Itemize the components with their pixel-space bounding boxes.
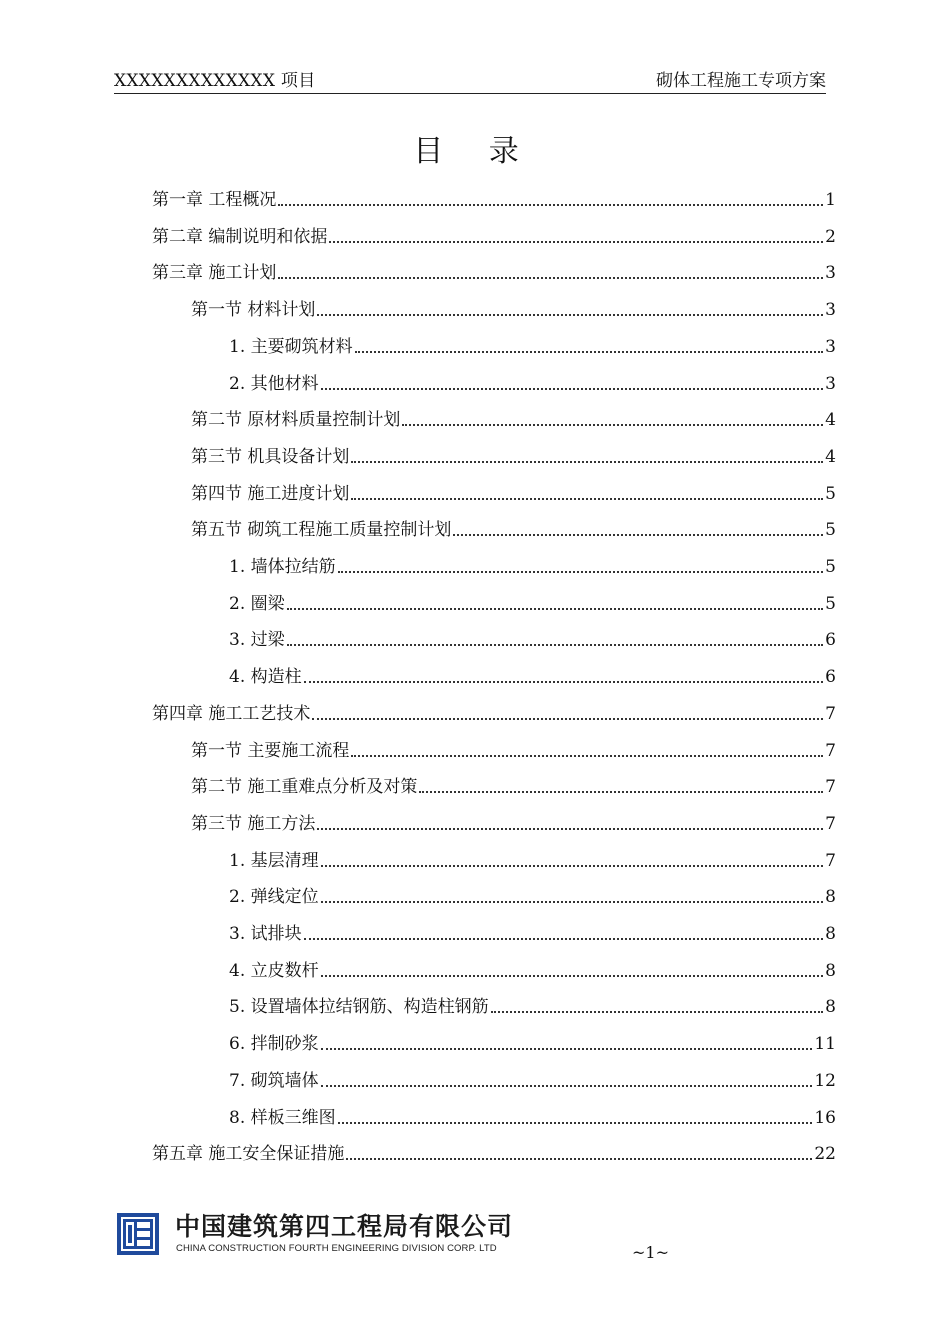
toc-entry[interactable]	[191, 481, 836, 505]
toc-leader-dots	[317, 314, 823, 316]
toc-leader-dots	[355, 351, 824, 353]
toc-leader-dots	[338, 571, 824, 573]
toc-entry[interactable]	[229, 1031, 836, 1055]
page-number: ~1~	[632, 1243, 669, 1262]
toc-entry-label: 6. 拌制砂浆	[229, 1034, 319, 1055]
toc-leader-dots	[304, 681, 824, 683]
toc-entry-page-number: 2	[825, 226, 836, 247]
toc-entry[interactable]	[229, 958, 836, 982]
toc-leader-dots	[346, 1158, 812, 1160]
toc-entry[interactable]	[152, 701, 836, 725]
toc-entry[interactable]	[229, 627, 836, 651]
toc-leader-dots	[304, 938, 824, 940]
company-name-english: CHINA CONSTRUCTION FOURTH ENGINEERING DIVISION CORP. LTD	[176, 1243, 497, 1254]
toc-entry-label: 第一章 工程概况	[152, 190, 277, 210]
toc-entry[interactable]	[191, 444, 836, 468]
toc-leader-dots	[402, 424, 823, 426]
toc-leader-dots	[321, 1048, 813, 1050]
toc-entry[interactable]	[229, 1105, 836, 1129]
toc-entry-label: 第四章 施工工艺技术	[152, 703, 311, 724]
toc-entry-label: 第三章 施工计划	[152, 263, 277, 284]
toc-entry[interactable]	[191, 297, 836, 321]
toc-entry-page-number: 16	[814, 1107, 836, 1128]
toc-entry-page-number: 3	[825, 373, 836, 394]
toc-entry[interactable]	[191, 407, 836, 431]
toc-entry-page-number: 7	[825, 740, 836, 761]
toc-entry-page-number: 5	[825, 520, 836, 541]
toc-leader-dots	[321, 388, 824, 390]
toc-leader-dots	[351, 498, 823, 500]
toc-title: 目 录	[413, 134, 537, 169]
toc-entry-page-number: 7	[825, 850, 836, 871]
toc-entry-page-number: 11	[814, 1034, 836, 1055]
toc-entry-page-number: 8	[825, 924, 836, 944]
toc-entry-label: 第一节 材料计划	[191, 300, 316, 321]
toc-entry[interactable]	[229, 371, 836, 395]
company-logo	[117, 1213, 159, 1255]
toc-entry-label: 3. 试排块	[229, 924, 302, 944]
toc-entry[interactable]	[152, 1141, 836, 1165]
toc-entry-label: 第二节 施工重难点分析及对策	[191, 777, 418, 798]
toc-entry-page-number: 6	[825, 667, 836, 688]
toc-entry-page-number: 1	[825, 190, 836, 210]
toc-entry[interactable]	[191, 738, 836, 762]
cscec-logo-icon	[117, 1213, 159, 1255]
toc-entry-label: 第二章 编制说明和依据	[152, 226, 328, 247]
toc-leader-dots	[278, 204, 823, 206]
toc-entry-page-number: 8	[825, 960, 836, 981]
toc-leader-dots	[278, 277, 823, 279]
toc-leader-dots	[351, 755, 823, 757]
toc-leader-dots	[453, 534, 823, 536]
toc-leader-dots	[287, 608, 824, 610]
toc-leader-dots	[321, 1085, 813, 1087]
toc-leader-dots	[338, 1122, 813, 1124]
toc-entry[interactable]	[191, 811, 836, 835]
toc-entry-label: 第五节 砌筑工程施工质量控制计划	[191, 520, 452, 541]
toc-entry-page-number: 5	[825, 593, 836, 614]
toc-entry[interactable]	[191, 517, 836, 541]
toc-entry-label: 第四节 施工进度计划	[191, 483, 350, 504]
toc-entry-label: 1. 墙体拉结筋	[229, 557, 336, 577]
toc-leader-dots	[491, 1011, 824, 1013]
toc-leader-dots	[321, 975, 824, 977]
toc-leader-dots	[351, 461, 823, 463]
toc-leader-dots	[321, 901, 824, 903]
toc-entry-label: 第五章 施工安全保证措施	[152, 1144, 345, 1165]
toc-entry[interactable]	[191, 774, 836, 798]
toc-entry-label: 2. 其他材料	[229, 373, 319, 394]
toc-entry-label: 第一节 主要施工流程	[191, 740, 350, 761]
toc-entry[interactable]	[152, 224, 836, 248]
toc-entry-label: 7. 砌筑墙体	[229, 1070, 319, 1091]
toc-entry-page-number: 22	[814, 1144, 836, 1165]
toc-entry-page-number: 5	[825, 557, 836, 577]
toc-entry-page-number: 7	[825, 703, 836, 724]
toc-entry-page-number: 8	[825, 887, 836, 908]
toc-leader-dots	[312, 718, 823, 720]
toc-entry-label: 2. 弹线定位	[229, 887, 319, 908]
toc-entry-label: 8. 样板三维图	[229, 1107, 336, 1128]
toc-entry[interactable]	[229, 1068, 836, 1092]
toc-entry-label: 4. 构造柱	[229, 667, 302, 688]
toc-entry[interactable]	[152, 260, 836, 284]
toc-entry-page-number: 6	[825, 630, 836, 651]
toc-entry-label: 第三节 机具设备计划	[191, 446, 350, 467]
toc-leader-dots	[317, 828, 823, 830]
toc-entry-page-number: 4	[825, 446, 836, 467]
toc-leader-dots	[419, 791, 823, 793]
toc-entry[interactable]	[229, 848, 836, 872]
toc-entry-label: 3. 过梁	[229, 630, 285, 651]
header-project-name: XXXXXXXXXXXXX 项目	[114, 71, 316, 91]
toc-entry-page-number: 7	[825, 813, 836, 834]
toc-entry[interactable]	[229, 591, 836, 615]
toc-entry-label: 1. 主要砌筑材料	[229, 336, 353, 357]
toc-entry-page-number: 4	[825, 410, 836, 431]
company-name-chinese: 中国建筑第四工程局有限公司	[175, 1212, 514, 1241]
toc-leader-dots	[329, 241, 823, 243]
toc-entry-page-number: 8	[825, 997, 836, 1018]
toc-entry[interactable]	[152, 187, 836, 211]
page-header	[114, 71, 826, 94]
toc-entry[interactable]	[229, 334, 836, 358]
toc-entry-label: 第二节 原材料质量控制计划	[191, 410, 401, 431]
header-document-title: 砌体工程施工专项方案	[656, 71, 826, 91]
toc-entry-page-number: 3	[825, 263, 836, 284]
toc-entry[interactable]	[229, 994, 836, 1018]
toc-entry[interactable]	[229, 884, 836, 908]
toc-entry-label: 5. 设置墙体拉结钢筋、构造柱钢筋	[229, 997, 489, 1018]
toc-entry-label: 第三节 施工方法	[191, 813, 316, 834]
toc-entry-label: 2. 圈梁	[229, 593, 285, 614]
toc-entry[interactable]	[229, 664, 836, 688]
toc-entry-label: 1. 基层清理	[229, 850, 319, 871]
toc-entry-page-number: 7	[825, 777, 836, 798]
toc-entry-page-number: 3	[825, 336, 836, 357]
toc-entry-label: 4. 立皮数杆	[229, 960, 319, 981]
toc-entry-page-number: 3	[825, 300, 836, 321]
page-footer	[117, 1213, 717, 1263]
toc-leader-dots	[287, 644, 824, 646]
toc-leader-dots	[321, 865, 824, 867]
toc-entry-page-number: 12	[814, 1070, 836, 1091]
toc-entry[interactable]	[229, 921, 836, 945]
toc-entry-page-number: 5	[825, 483, 836, 504]
toc-entry[interactable]	[229, 554, 836, 578]
